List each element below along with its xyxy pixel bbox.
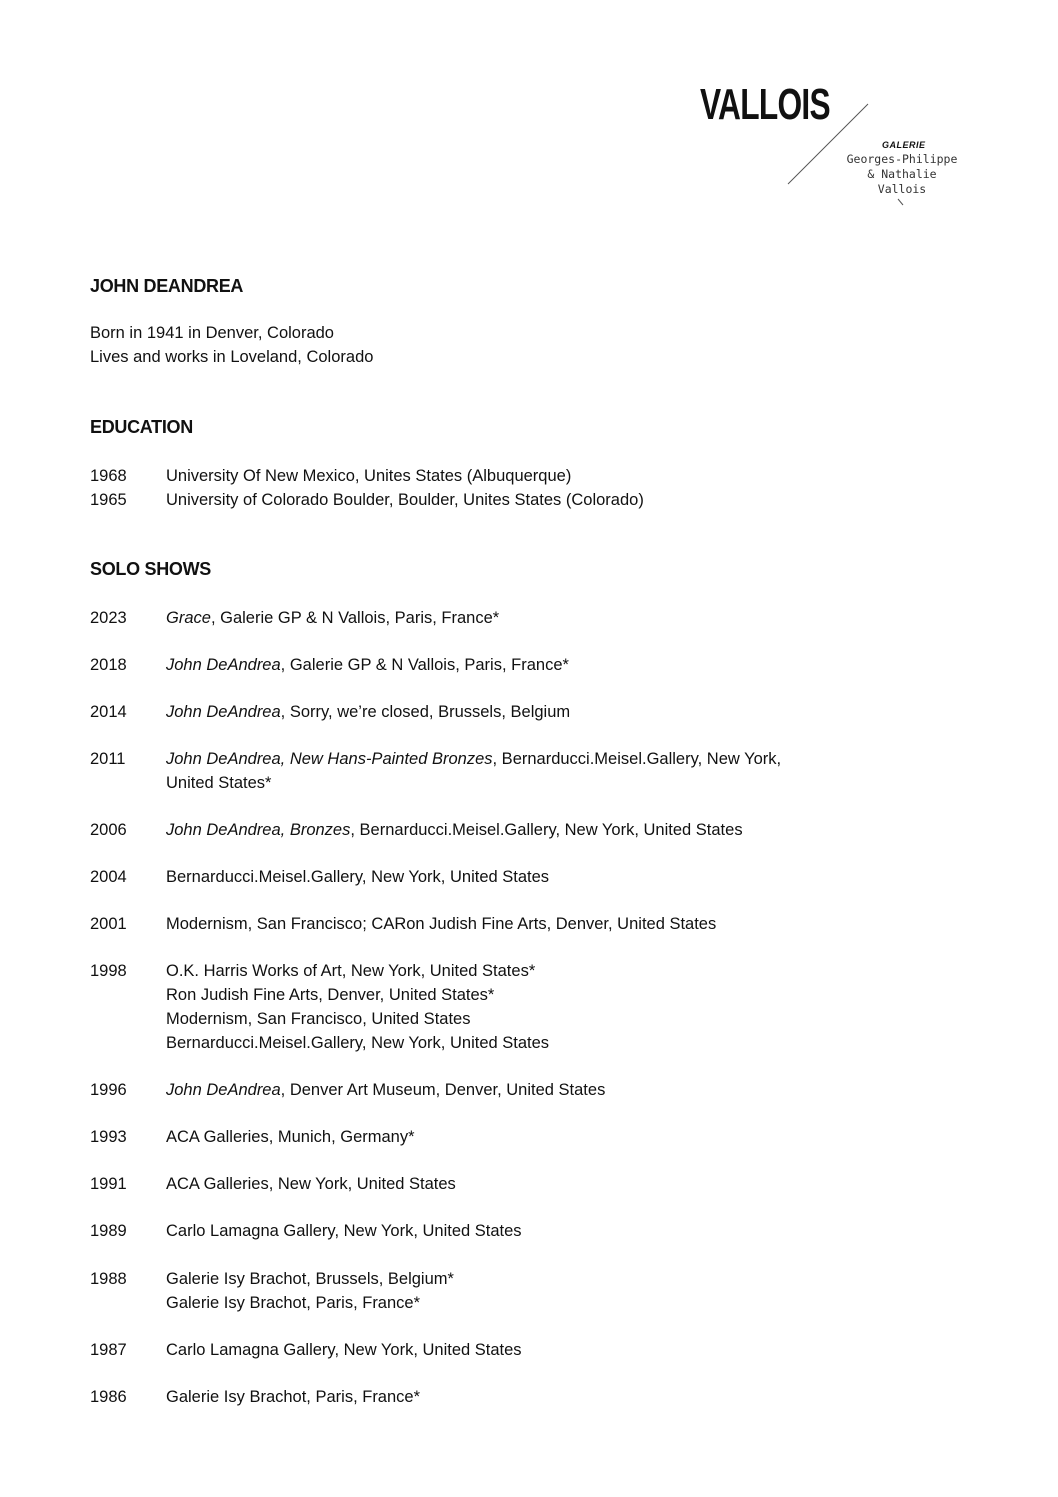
solo-show-venue: Modernism, San Francisco, United States bbox=[166, 1010, 471, 1028]
solo-show-entry bbox=[166, 959, 886, 983]
solo-show-entries bbox=[166, 700, 886, 724]
solo-show-venue: Carlo Lamagna Gallery, New York, United States bbox=[166, 1341, 522, 1359]
solo-show-venue: ACA Galleries, Munich, Germany* bbox=[166, 1128, 415, 1146]
solo-show-entries bbox=[166, 912, 886, 936]
solo-show-entry bbox=[166, 983, 886, 1007]
solo-show-title: Grace bbox=[166, 609, 211, 627]
solo-show-entry bbox=[166, 1031, 886, 1055]
solo-show-year: 1996 bbox=[90, 1081, 127, 1099]
solo-show-venue: , Denver Art Museum, Denver, United States bbox=[280, 1081, 606, 1099]
solo-show-venue: United States* bbox=[166, 774, 272, 792]
solo-show-venue: O.K. Harris Works of Art, New York, United States* bbox=[166, 962, 536, 980]
solo-show-entry bbox=[166, 700, 886, 724]
solo-show-year: 1989 bbox=[90, 1222, 127, 1240]
solo-show-year: 1988 bbox=[90, 1270, 127, 1288]
solo-show-venue: Carlo Lamagna Gallery, New York, United States bbox=[166, 1222, 522, 1240]
solo-show-year: 2018 bbox=[90, 656, 127, 674]
solo-show-entry bbox=[166, 1385, 886, 1409]
solo-show-entry bbox=[166, 1338, 886, 1362]
solo-show-entry bbox=[166, 771, 886, 795]
solo-show-venue: Modernism, San Francisco; CARon Judish Fine Arts, Denver, United States bbox=[166, 915, 717, 933]
logo-line-2: & Nathalie bbox=[867, 167, 937, 181]
solo-show-entries bbox=[166, 1219, 886, 1243]
solo-show-entries bbox=[166, 1385, 886, 1409]
gallery-logo bbox=[700, 80, 970, 220]
logo-wordmark: VALLOIS bbox=[700, 80, 830, 129]
solo-show-venue: ACA Galleries, New York, United States bbox=[166, 1175, 456, 1193]
logo-line-3: Vallois bbox=[877, 182, 927, 196]
solo-show-title: John DeAndrea bbox=[166, 656, 281, 674]
solo-show-venue: , Bernarducci.Meisel.Gallery, New York, bbox=[492, 750, 782, 768]
solo-show-year: 1993 bbox=[90, 1128, 127, 1146]
solo-show-venue: Galerie Isy Brachot, Paris, France* bbox=[166, 1388, 421, 1406]
solo-shows-heading: SOLO SHOWS bbox=[90, 559, 212, 579]
solo-show-entries bbox=[166, 606, 886, 630]
solo-show-entry bbox=[166, 912, 886, 936]
solo-show-entry bbox=[166, 1219, 886, 1243]
solo-show-venue: Ron Judish Fine Arts, Denver, United States* bbox=[166, 986, 495, 1004]
solo-show-entries bbox=[166, 747, 886, 795]
solo-show-year: 2006 bbox=[90, 821, 127, 839]
solo-show-title: John DeAndrea, Bronzes bbox=[166, 821, 351, 839]
solo-show-title: John DeAndrea bbox=[166, 703, 281, 721]
education-text: University Of New Mexico, Unites States (Albuquerque) bbox=[166, 467, 572, 485]
solo-show-entries bbox=[166, 1338, 886, 1362]
solo-show-title: John DeAndrea, New Hans-Painted Bronzes bbox=[166, 750, 493, 768]
logo-line-1: Georges-Philippe bbox=[846, 152, 958, 166]
education-year: 1965 bbox=[90, 491, 127, 509]
solo-show-venue: Galerie Isy Brachot, Paris, France* bbox=[166, 1294, 421, 1312]
solo-show-venue: , Galerie GP & N Vallois, Paris, France* bbox=[280, 656, 569, 674]
solo-show-entry bbox=[166, 1125, 886, 1149]
education-heading: EDUCATION bbox=[90, 417, 193, 437]
solo-show-entry bbox=[166, 1007, 886, 1031]
artist-lives: Lives and works in Loveland, Colorado bbox=[90, 348, 374, 366]
solo-show-year: 1998 bbox=[90, 962, 127, 980]
solo-show-entries bbox=[166, 1267, 886, 1315]
solo-show-entry bbox=[166, 1078, 886, 1102]
education-year: 1968 bbox=[90, 467, 127, 485]
solo-show-year: 2011 bbox=[90, 750, 126, 768]
solo-show-venue: Bernarducci.Meisel.Gallery, New York, United States bbox=[166, 868, 550, 886]
solo-show-entries bbox=[166, 1078, 886, 1102]
solo-show-entries bbox=[166, 959, 886, 1055]
solo-show-entries bbox=[166, 865, 886, 889]
logo-galerie-label: GALERIE bbox=[882, 140, 926, 150]
solo-show-entries bbox=[166, 1172, 886, 1196]
solo-show-entries bbox=[166, 1125, 886, 1149]
solo-show-year: 1987 bbox=[90, 1341, 127, 1359]
solo-show-entry bbox=[166, 818, 886, 842]
solo-show-title: John DeAndrea bbox=[166, 1081, 281, 1099]
solo-show-venue: Bernarducci.Meisel.Gallery, New York, United States bbox=[166, 1034, 550, 1052]
solo-show-year: 1986 bbox=[90, 1388, 127, 1406]
artist-name: JOHN DEANDREA bbox=[90, 276, 244, 296]
solo-show-entry bbox=[166, 1291, 886, 1315]
solo-show-venue: , Sorry, we’re closed, Brussels, Belgium bbox=[280, 703, 571, 721]
solo-show-venue: Galerie Isy Brachot, Brussels, Belgium* bbox=[166, 1270, 454, 1288]
solo-show-venue: , Bernarducci.Meisel.Gallery, New York, United States bbox=[350, 821, 743, 839]
solo-show-entries bbox=[166, 653, 886, 677]
education-text: University of Colorado Boulder, Boulder, Unites States (Colorado) bbox=[166, 491, 644, 509]
solo-show-entry bbox=[166, 865, 886, 889]
solo-show-entries bbox=[166, 818, 886, 842]
solo-show-year: 2014 bbox=[90, 703, 127, 721]
solo-show-entry bbox=[166, 653, 886, 677]
solo-show-year: 1991 bbox=[90, 1175, 127, 1193]
artist-born: Born in 1941 in Denver, Colorado bbox=[90, 324, 334, 342]
solo-show-venue: , Galerie GP & N Vallois, Paris, France* bbox=[210, 609, 500, 627]
solo-show-year: 2023 bbox=[90, 609, 127, 627]
solo-show-year: 2004 bbox=[90, 868, 127, 886]
solo-show-entry bbox=[166, 1172, 886, 1196]
solo-show-entry bbox=[166, 1267, 886, 1291]
solo-show-year: 2001 bbox=[90, 915, 127, 933]
solo-show-entry bbox=[166, 747, 886, 771]
solo-show-entry bbox=[166, 606, 886, 630]
